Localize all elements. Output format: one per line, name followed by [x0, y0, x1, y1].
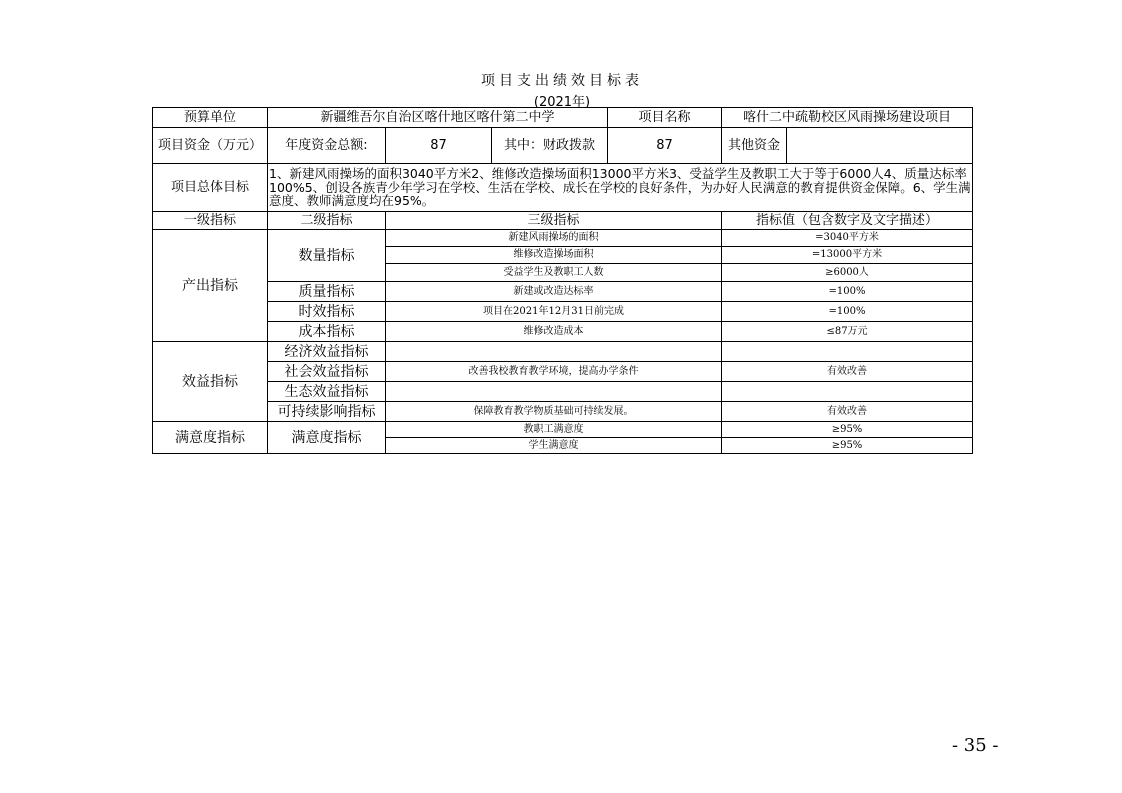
indicator-value: ≥95%	[722, 422, 973, 438]
doc-title: 项目支出绩效目标表	[481, 73, 643, 89]
indicator-name: 改善我校教育教学环境，提高办学条件	[386, 362, 722, 382]
indicator-value: =100%	[722, 282, 973, 302]
indicator-name: 新建风雨操场的面积	[386, 230, 722, 247]
doc-subtitle: (2021年)	[533, 95, 591, 110]
sustainable-indicator-label: 可持续影响指标	[268, 402, 386, 422]
project-name-value: 喀什二中疏勒校区风雨操场建设项目	[722, 108, 973, 128]
indicator-value: =13000平方米	[722, 247, 973, 264]
indicator-name	[386, 382, 722, 402]
economic-indicator-label: 经济效益指标	[268, 342, 386, 362]
table-row	[153, 302, 973, 322]
goal-row	[153, 164, 973, 212]
col-value: 指标值（包含数字及文字描述）	[722, 212, 973, 230]
page-number: - 35 -	[952, 735, 999, 756]
project-name-label: 项目名称	[608, 108, 722, 128]
time-indicator-label: 时效指标	[268, 302, 386, 322]
table-row	[153, 362, 973, 382]
indicator-value: ≤87万元	[722, 322, 973, 342]
col-level2: 二级指标	[268, 212, 386, 230]
ecological-indicator-label: 生态效益指标	[268, 382, 386, 402]
social-indicator-label: 社会效益指标	[268, 362, 386, 382]
annual-total-label: 年度资金总额:	[268, 128, 386, 164]
indicator-value	[722, 382, 973, 402]
quantity-indicator-label: 数量指标	[268, 230, 386, 282]
cost-indicator-label: 成本指标	[268, 322, 386, 342]
indicator-name: 教职工满意度	[386, 422, 722, 438]
indicator-name: 新建或改造达标率	[386, 282, 722, 302]
indicator-name: 保障教育教学物质基础可持续发展。	[386, 402, 722, 422]
goal-text: 1、新建风雨操场的面积3040平方米2、维修改造操场面积13000平方米3、受益学生及教职工大于等于6000人4、质量达标率100%5、创设各族青少年学习在学校、生活在学校、成长在学校的良好条件，为办好人民满意的教育提供资金保障。6、学生满意度、教师满意度均在95%。	[268, 164, 973, 212]
other-funds-label: 其他资金	[722, 128, 787, 164]
output-indicator-label: 产出指标	[153, 230, 268, 342]
indicator-value: ≥6000人	[722, 264, 973, 282]
table-row	[153, 342, 973, 362]
satisfaction-sub-label: 满意度指标	[268, 422, 386, 454]
col-level1: 一级指标	[153, 212, 268, 230]
indicator-name: 维修改造成本	[386, 322, 722, 342]
performance-target-table	[152, 107, 973, 454]
indicator-name	[386, 342, 722, 362]
table-row	[153, 322, 973, 342]
quality-indicator-label: 质量指标	[268, 282, 386, 302]
budget-unit-label: 预算单位	[153, 108, 268, 128]
indicator-value: =3040平方米	[722, 230, 973, 247]
table-row	[153, 282, 973, 302]
indicator-value	[722, 342, 973, 362]
satisfaction-indicator-label: 满意度指标	[153, 422, 268, 454]
budget-unit-value: 新疆维吾尔自治区喀什地区喀什第二中学	[268, 108, 608, 128]
table-row	[153, 382, 973, 402]
indicator-value: 有效改善	[722, 362, 973, 382]
col-level3: 三级指标	[386, 212, 722, 230]
indicator-name: 受益学生及教职工人数	[386, 264, 722, 282]
annual-total-value: 87	[386, 128, 492, 164]
table-row	[153, 402, 973, 422]
indicator-name: 项目在2021年12月31日前完成	[386, 302, 722, 322]
funds-label: 项目资金（万元）	[153, 128, 268, 164]
indicator-name: 学生满意度	[386, 438, 722, 454]
column-header-row	[153, 212, 973, 230]
indicator-value: 有效改善	[722, 402, 973, 422]
indicator-value: =100%	[722, 302, 973, 322]
table-row	[153, 230, 973, 247]
fiscal-label: 其中：财政拨款	[492, 128, 608, 164]
benefit-indicator-label: 效益指标	[153, 342, 268, 422]
other-funds-value	[787, 128, 973, 164]
fiscal-value: 87	[608, 128, 722, 164]
budget-unit-row	[153, 108, 973, 128]
goal-label: 项目总体目标	[153, 164, 268, 212]
table-row	[153, 422, 973, 438]
funds-row	[153, 128, 973, 164]
indicator-name: 维修改造操场面积	[386, 247, 722, 264]
indicator-value: ≥95%	[722, 438, 973, 454]
